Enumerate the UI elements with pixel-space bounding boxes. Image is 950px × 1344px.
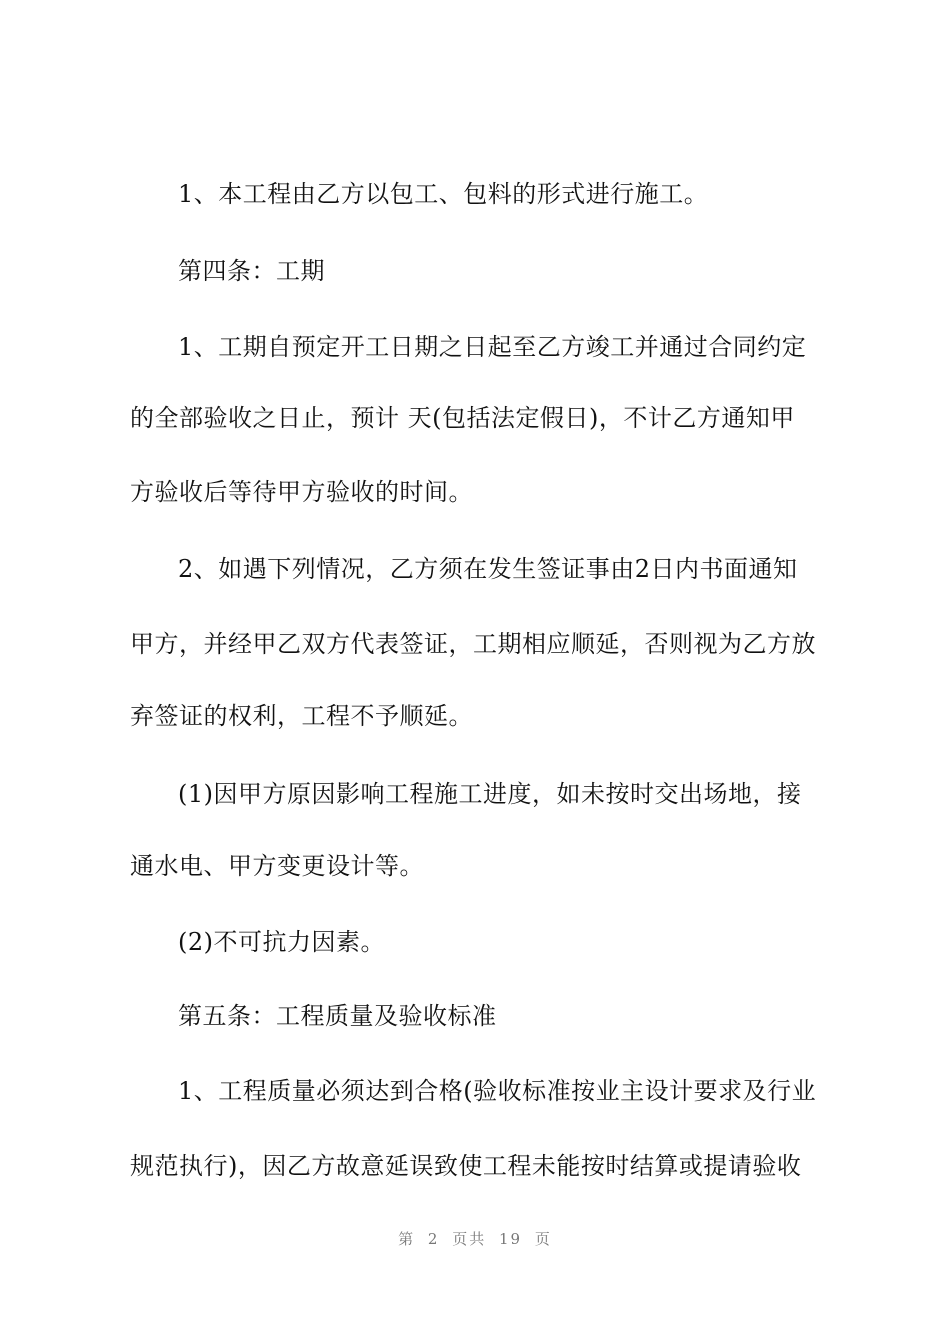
paragraph-line: 甲方，并经甲乙双方代表签证，工期相应顺延，否则视为乙方放 [130,630,816,658]
paragraph-line: 1、工程质量必须达到合格(验收标准按业主设计要求及行业 [178,1077,817,1105]
paragraph-line: (1)因甲方原因影响工程施工进度，如未按时交出场地，接 [178,780,802,808]
paragraph-line: 弃签证的权利，工程不予顺延。 [130,702,473,730]
paragraph-line: 规范执行)，因乙方故意延误致使工程未能按时结算或提请验收 [130,1152,802,1180]
page-number-footer: 第 2 页共 19 页 [398,1230,552,1248]
section-heading: 第四条：工期 [178,257,325,285]
paragraph-line: 通水电、甲方变更设计等。 [130,852,424,880]
paragraph-line: (2)不可抗力因素。 [178,928,385,956]
paragraph-line: 的全部验收之日止，预计 天(包括法定假日)，不计乙方通知甲 [130,404,795,432]
paragraph-line: 1、工期自预定开工日期之日起至乙方竣工并通过合同约定 [178,333,807,361]
paragraph-line: 1、本工程由乙方以包工、包料的形式进行施工。 [178,180,709,208]
section-heading: 第五条：工程质量及验收标准 [178,1002,497,1030]
paragraph-line: 方验收后等待甲方验收的时间。 [130,478,473,506]
paragraph-line: 2、如遇下列情况，乙方须在发生签证事由2日内书面通知 [178,555,798,583]
